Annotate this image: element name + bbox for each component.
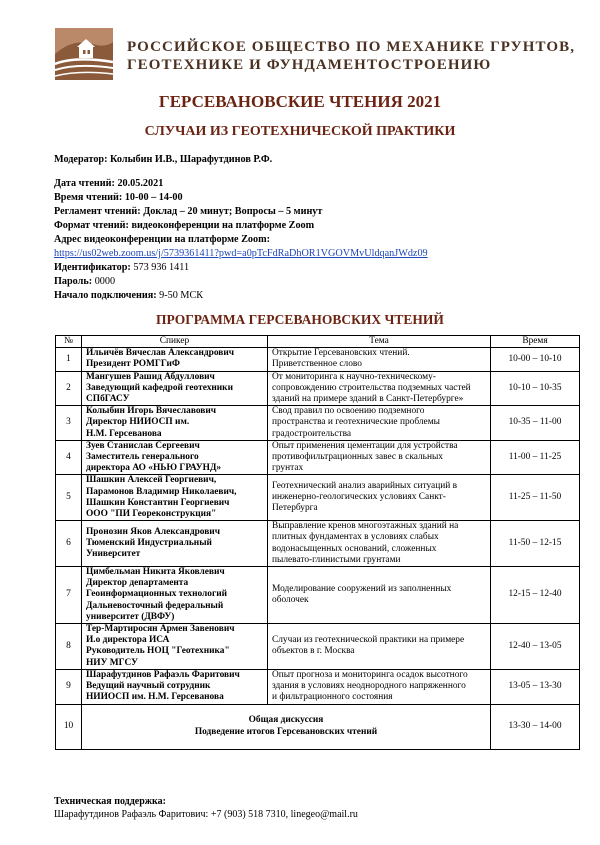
- topic-line: Опыт применения цементации для устройства: [272, 440, 458, 451]
- topic-line: зданий на примере зданий в Санкт-Петербурге»: [272, 394, 464, 405]
- row-time: 12-40 – 13-05: [491, 624, 580, 670]
- topic-line: От мониторинга к научно-техническому-: [272, 371, 436, 382]
- password-value: 0000: [94, 276, 116, 287]
- column-header-number: №: [56, 336, 82, 348]
- topic-line: инженерно-геологических условиях Санкт-: [272, 492, 446, 503]
- start-value: 9-50 МСК: [159, 290, 204, 301]
- topic-line: объектов в г. Москва: [272, 646, 355, 657]
- speaker-line: Тер-Мартиросян Армен Завенович: [86, 624, 235, 635]
- row-topic: [268, 669, 491, 704]
- speaker-line: Университет: [86, 549, 141, 560]
- address-line: [54, 233, 428, 247]
- start-line: [54, 289, 428, 303]
- speaker-line: Ведущий научный сотрудник: [86, 681, 211, 692]
- table-row: [56, 440, 580, 475]
- column-header-topic: Тема: [268, 336, 491, 348]
- organization-name-line1: РОССИЙСКОЕ ОБЩЕСТВО ПО МЕХАНИКЕ ГРУНТОВ,: [127, 39, 576, 55]
- support-phone: +7 (903) 518 7310,: [210, 809, 289, 820]
- technical-support: [54, 795, 358, 821]
- password-label: Пароль:: [54, 276, 93, 287]
- header: [55, 22, 585, 82]
- zoom-link[interactable]: https://us02web.zoom.us/j/5739361411?pwd=a0pTcFdRaDhOR1VGOVMvUldqanJWdz09: [54, 248, 428, 259]
- table-row: [56, 521, 580, 567]
- table-row: [56, 406, 580, 441]
- organization-name-line2: ГЕОТЕХНИКЕ И ФУНДАМЕНТОСТРОЕНИЮ: [127, 57, 492, 73]
- row-topic: [268, 348, 491, 371]
- row-topic: [268, 624, 491, 670]
- topic-line: Свод правил по освоению подземного: [272, 406, 425, 417]
- table-row: [56, 371, 580, 406]
- row-topic: [268, 567, 491, 624]
- row-speaker: [82, 669, 268, 704]
- row-number: 5: [56, 475, 82, 521]
- page-subtitle: СЛУЧАИ ИЗ ГЕОТЕХНИЧЕСКОЙ ПРАКТИКИ: [144, 124, 456, 139]
- speaker-line: Директор департамента: [86, 578, 189, 589]
- column-header-speaker: Спикер: [82, 336, 268, 348]
- program-title: ПРОГРАММА ГЕРСЕВАНОВСКИХ ЧТЕНИЙ: [156, 312, 444, 327]
- row-time: 13-05 – 13-30: [491, 669, 580, 704]
- link-line: [54, 247, 428, 261]
- row-speaker: [82, 624, 268, 670]
- row-time: 10-00 – 10-10: [491, 348, 580, 371]
- date-line: [54, 177, 428, 191]
- moderator-line: [54, 153, 272, 167]
- speaker-line: Цимбельман Никита Яковлевич: [86, 567, 225, 578]
- row-topic: [268, 371, 491, 406]
- details-block: [54, 177, 428, 303]
- support-email: linegeo@mail.ru: [290, 809, 358, 820]
- id-line: [54, 261, 428, 275]
- topic-line: Опыт прогноза и мониторинга осадок высотного: [272, 669, 468, 680]
- topic-line: сопровождению строительства подземных частей: [272, 382, 471, 393]
- speaker-line: университет (ДВФУ): [86, 611, 175, 622]
- topic-line: Выправление кренов многоэтажных зданий на: [272, 521, 459, 532]
- topic-line: противофильтрационных завес в скальных: [272, 452, 443, 463]
- organization-name: [127, 38, 575, 74]
- speaker-line: Директор НИИОСП им.: [86, 417, 190, 428]
- speaker-line: Парамонов Владимир Николаевич,: [86, 486, 237, 497]
- row-speaker: [82, 348, 268, 371]
- row-number: 7: [56, 567, 82, 624]
- speaker-line: Тюменский Индустриальный: [86, 538, 212, 549]
- format-label: Формат чтений:: [54, 220, 129, 231]
- speaker-line: Заместитель генерального: [86, 452, 199, 463]
- time-line: [54, 191, 428, 205]
- speaker-line: Геоинформационных технологий: [86, 589, 228, 600]
- row-number: 6: [56, 521, 82, 567]
- table-row: [56, 567, 580, 624]
- date-value: 20.05.2021: [117, 178, 164, 189]
- topic-line: Открытие Герсевановских чтений.: [272, 348, 410, 359]
- table-row: [56, 475, 580, 521]
- topic-line: плитных фундаментах в условиях слабых: [272, 532, 439, 543]
- reglament-line: [54, 205, 428, 219]
- row-speaker: [82, 371, 268, 406]
- address-label: Адрес видеоконференции на платформе Zoom:: [54, 234, 270, 245]
- column-header-time: Время: [491, 336, 580, 348]
- speaker-line: Шашкин Алексей Георгиевич,: [86, 475, 217, 486]
- topic-line: пространства и геотехнические проблемы: [272, 417, 440, 428]
- row-number: 3: [56, 406, 82, 441]
- row-number: 8: [56, 624, 82, 670]
- password-line: [54, 275, 428, 289]
- format-line: [54, 219, 428, 233]
- topic-line: и фильтрационного состояния: [272, 692, 393, 703]
- row-speaker: [82, 475, 268, 521]
- topic-line: пылевато-глинистыми грунтами: [272, 554, 401, 565]
- table-header-row: [56, 336, 580, 348]
- row-time: 11-50 – 12-15: [491, 521, 580, 567]
- speaker-line: Шарафутдинов Рафаэль Фаритович: [86, 669, 240, 680]
- id-value: 573 936 1411: [133, 262, 190, 273]
- topic-line: Случаи из геотехнической практики на примере: [272, 635, 465, 646]
- moderator-value: Колыбин И.В., Шарафутдинов Р.Ф.: [110, 154, 273, 165]
- table-row-final: [56, 704, 580, 749]
- row-time: 10-35 – 11-00: [491, 406, 580, 441]
- speaker-line: директора АО «НЬЮ ГРАУНД»: [86, 463, 222, 474]
- row-number: 1: [56, 348, 82, 371]
- speaker-line: Зуев Станислав Сергеевич: [86, 440, 200, 451]
- row-number: 9: [56, 669, 82, 704]
- topic-line: здания в условиях неоднородного напряженного: [272, 681, 466, 692]
- row-number: 4: [56, 440, 82, 475]
- program-table-body: [56, 348, 580, 749]
- row-time: 12-15 – 12-40: [491, 567, 580, 624]
- row-speaker: [82, 567, 268, 624]
- id-label: Идентификатор:: [54, 262, 131, 273]
- speaker-line: Мангушев Рашид Абдуллович: [86, 371, 215, 382]
- speaker-line: Колыбин Игорь Вячеславович: [86, 406, 217, 417]
- row-number: 10: [56, 704, 82, 749]
- row-topic: [268, 475, 491, 521]
- row-time: 11-25 – 11-50: [491, 475, 580, 521]
- reglament-label: Регламент чтений:: [54, 206, 141, 217]
- speaker-line: ООО "ПИ Геореконструкция": [86, 509, 217, 520]
- support-name: Шарафутдинов Рафаэль Фаритович:: [54, 809, 209, 820]
- speaker-line: НИИОСП им. Н.М. Герсеванова: [86, 692, 224, 703]
- time-value: 10-00 – 14-00: [124, 192, 183, 203]
- moderator-label: Модератор:: [54, 154, 108, 165]
- reglament-value: Доклад – 20 минут; Вопросы – 5 минут: [143, 206, 323, 217]
- final-line1: Общая дискуссия: [248, 715, 324, 726]
- format-value: видеоконференции на платформе Zoom: [131, 220, 315, 231]
- row-topic: [268, 521, 491, 567]
- speaker-line: Заведующий кафедрой геотехники: [86, 382, 233, 393]
- topic-line: Приветственное слово: [272, 359, 362, 370]
- row-time: 10-10 – 10-35: [491, 371, 580, 406]
- organization-logo: [55, 28, 113, 80]
- row-time: 11-00 – 11-25: [491, 440, 580, 475]
- speaker-line: Дальневосточный федеральный: [86, 600, 224, 611]
- table-row: [56, 624, 580, 670]
- date-label: Дата чтений:: [54, 178, 115, 189]
- support-label: Техническая поддержка:: [54, 796, 166, 807]
- topic-line: оболочек: [272, 595, 309, 606]
- speaker-line: Ильичёв Вячеслав Александрович: [86, 348, 235, 359]
- topic-line: Моделирование сооружений из заполненных: [272, 583, 452, 594]
- program-table: [55, 335, 580, 750]
- speaker-line: Шашкин Константин Георгиевич: [86, 497, 230, 508]
- time-label: Время чтений:: [54, 192, 123, 203]
- speaker-line: Президент РОМГГиФ: [86, 359, 180, 370]
- row-topic: [268, 440, 491, 475]
- speaker-line: СПбГАСУ: [86, 394, 130, 405]
- table-row: [56, 348, 580, 371]
- topic-line: Геотехнический анализ аварийных ситуаций в: [272, 481, 458, 492]
- row-number: 2: [56, 371, 82, 406]
- topic-line: грунтах: [272, 463, 304, 474]
- row-speaker: [82, 440, 268, 475]
- topic-line: водонасыщенных оснований, сложенных: [272, 543, 437, 554]
- row-speaker: [82, 406, 268, 441]
- final-discussion: [82, 704, 491, 749]
- speaker-line: НИУ МГСУ: [86, 657, 139, 668]
- topic-line: Петербурга: [272, 503, 318, 514]
- row-topic: [268, 406, 491, 441]
- table-row: [56, 669, 580, 704]
- speaker-line: И.о директора ИСА: [86, 635, 170, 646]
- start-label: Начало подключения:: [54, 290, 157, 301]
- page-title: ГЕРСЕВАНОВСКИЕ ЧТЕНИЯ 2021: [158, 92, 442, 111]
- topic-line: градостроительства: [272, 428, 352, 439]
- speaker-line: Руководитель НОЦ "Геотехника": [86, 646, 230, 657]
- speaker-line: Н.М. Герсеванова: [86, 428, 162, 439]
- speaker-line: Пронозин Яков Александрович: [86, 526, 220, 537]
- row-speaker: [82, 521, 268, 567]
- final-line2: Подведение итогов Герсевановских чтений: [194, 726, 378, 737]
- row-time: 13-30 – 14-00: [491, 704, 580, 749]
